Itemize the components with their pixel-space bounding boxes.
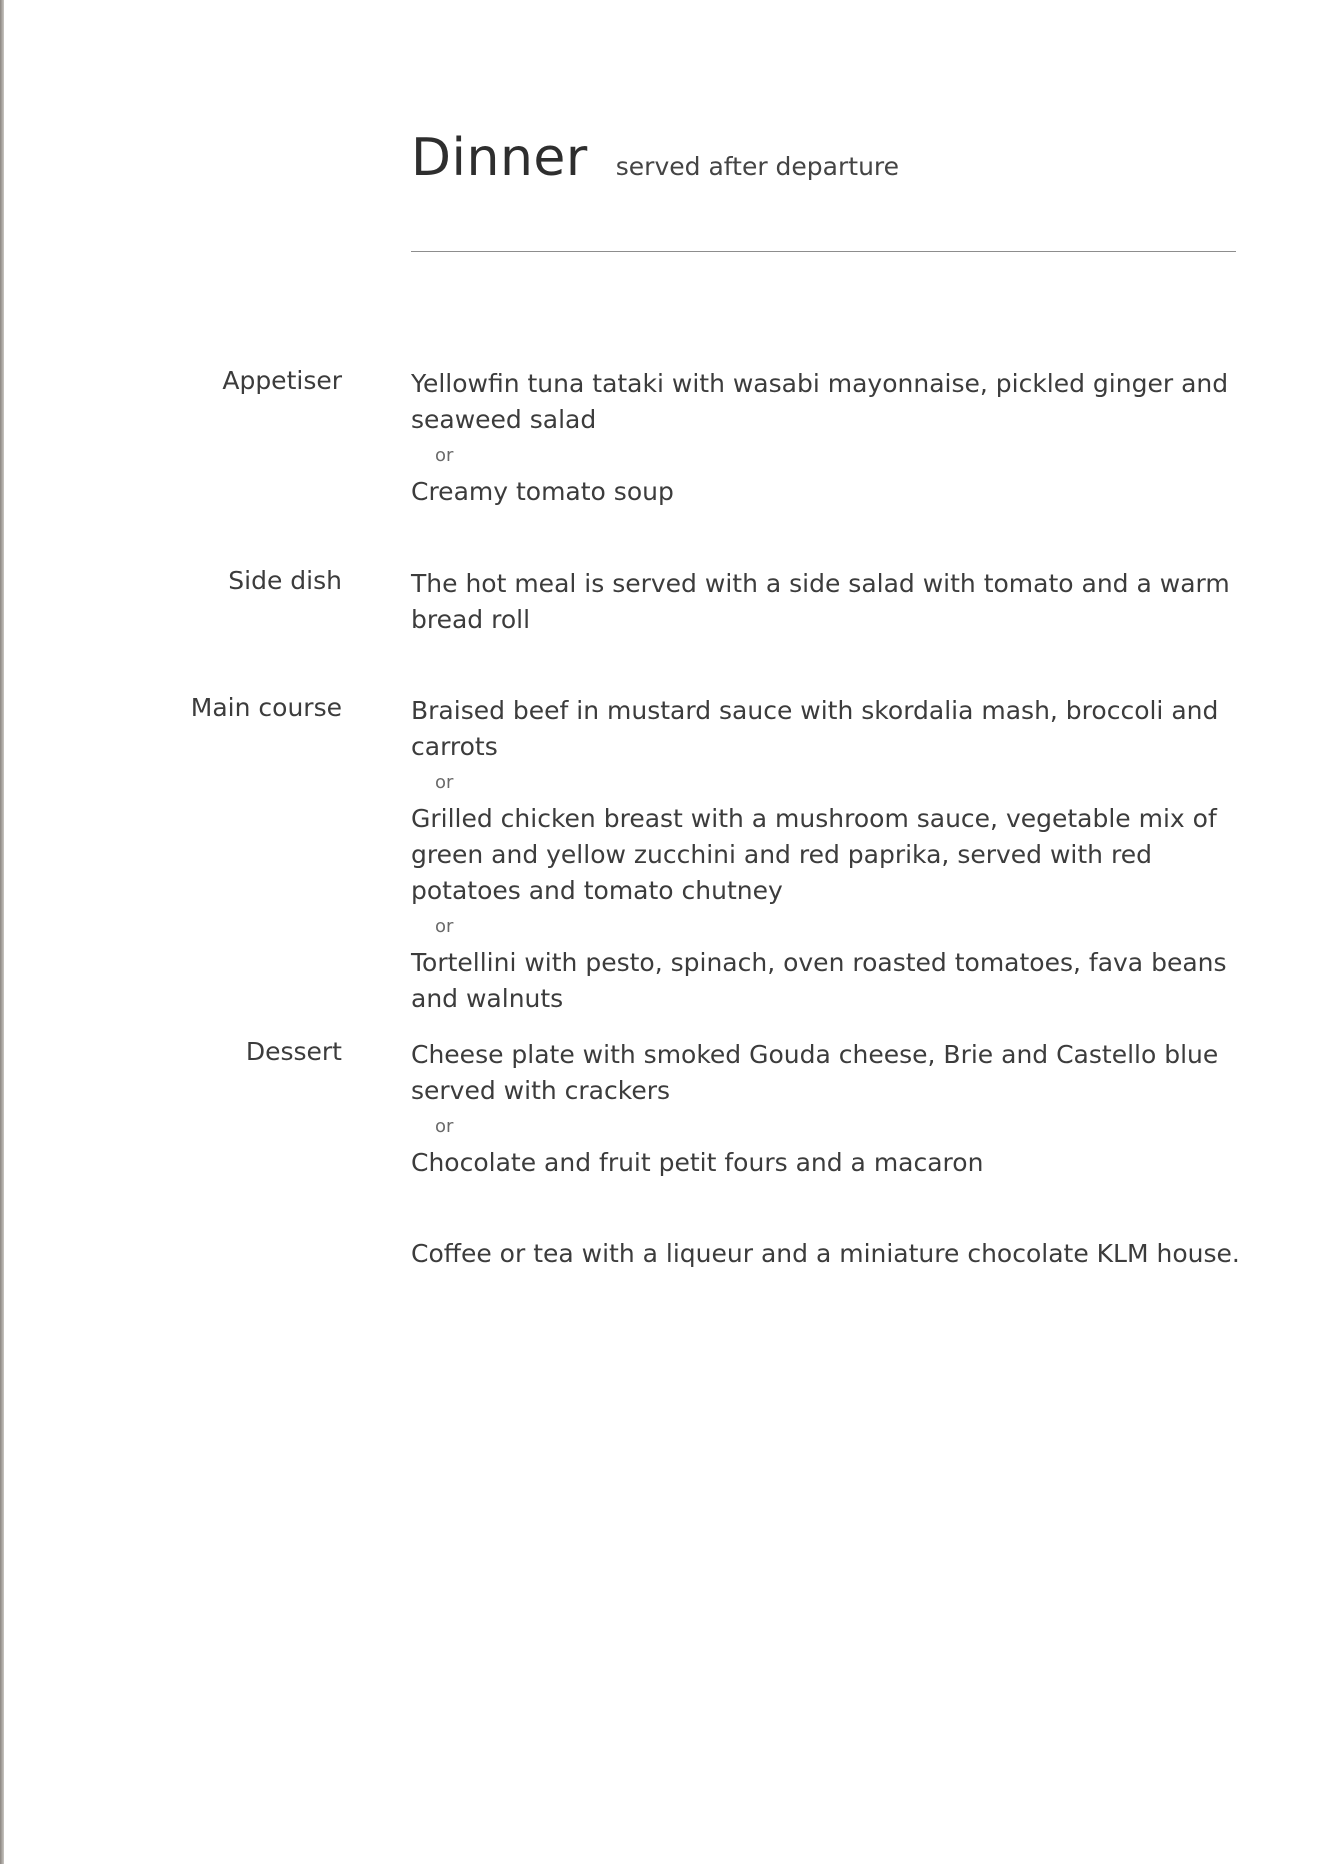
menu-item: Yellowfin tuna tataki with wasabi mayonnaise, pickled ginger and seaweed salad bbox=[411, 369, 1229, 434]
or-separator: or bbox=[435, 916, 454, 937]
menu-item: Chocolate and fruit petit fours and a macaron bbox=[411, 1148, 984, 1177]
menu-item: Cheese plate with smoked Gouda cheese, Brie and Castello blue served with crackers bbox=[411, 1040, 1219, 1105]
course-options bbox=[411, 1037, 1241, 1181]
course-options bbox=[411, 366, 1241, 510]
menu-item: Creamy tomato soup bbox=[411, 477, 674, 506]
or-separator: or bbox=[435, 1116, 454, 1137]
menu-subtitle: served after departure bbox=[615, 152, 900, 181]
header-divider bbox=[411, 251, 1236, 252]
course-options bbox=[411, 693, 1241, 1017]
closing-note: Coffee or tea with a liqueur and a miniature chocolate KLM house. bbox=[411, 1239, 1240, 1268]
course-label: Appetiser bbox=[222, 366, 342, 395]
course-label: Main course bbox=[190, 693, 342, 722]
menu-title: Dinner bbox=[411, 128, 588, 188]
menu-item: Braised beef in mustard sauce with skordalia mash, broccoli and carrots bbox=[411, 696, 1219, 761]
or-separator: or bbox=[435, 772, 454, 793]
course-label: Side dish bbox=[228, 566, 342, 595]
menu-item: Grilled chicken breast with a mushroom sauce, vegetable mix of green and yellow zucchini and red paprika, served with red potatoes and tomato chutney bbox=[411, 804, 1217, 905]
course-options bbox=[411, 566, 1241, 638]
course-label: Dessert bbox=[245, 1037, 342, 1066]
menu-header bbox=[411, 128, 899, 188]
menu-item: Tortellini with pesto, spinach, oven roasted tomatoes, fava beans and walnuts bbox=[411, 948, 1227, 1013]
or-separator: or bbox=[435, 445, 454, 466]
menu-item: The hot meal is served with a side salad with tomato and a warm bread roll bbox=[411, 569, 1230, 634]
